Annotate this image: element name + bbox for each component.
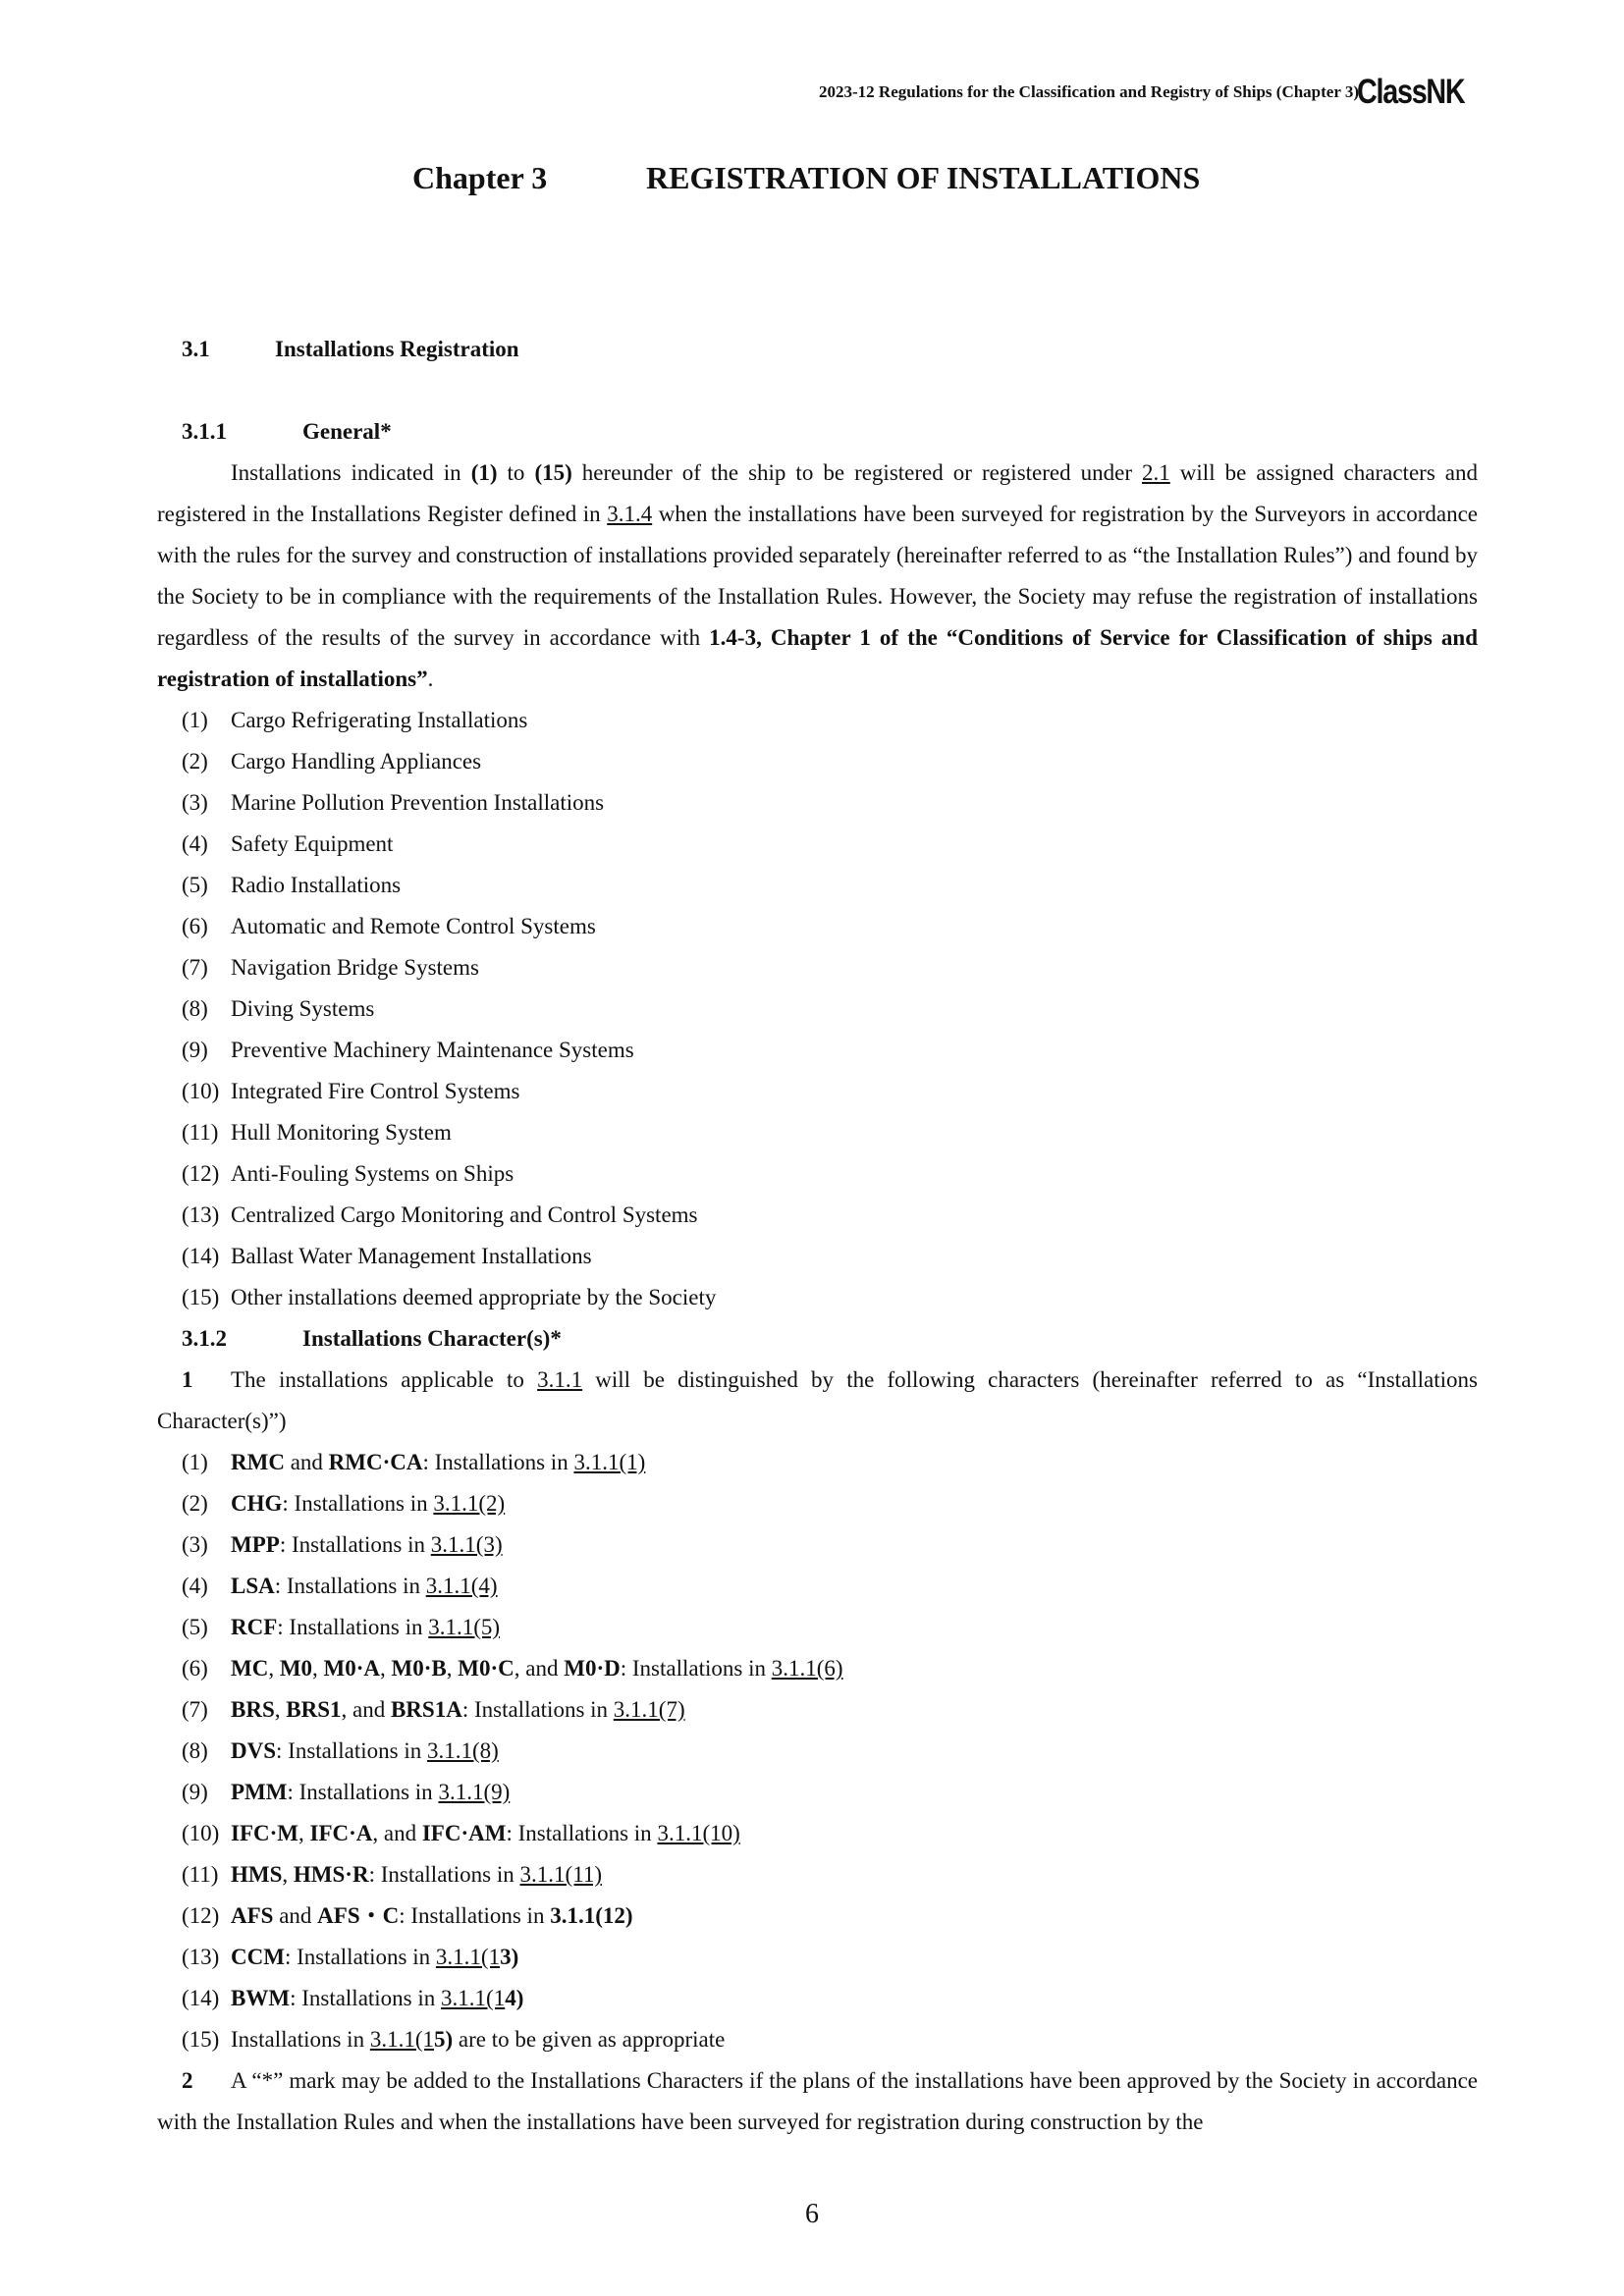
text-run: : Installations in: [422, 1450, 574, 1474]
item-number: (5): [182, 1615, 208, 1639]
installation-character: BRS: [231, 1697, 275, 1722]
installation-character: M0·B: [391, 1656, 447, 1681]
characters-list: [157, 1442, 1478, 2060]
cross-ref-bold: 5): [434, 2027, 454, 2052]
paragraph-number: 1: [182, 1367, 193, 1392]
installation-character: MC: [231, 1656, 269, 1681]
document-body: [157, 329, 1478, 2143]
cross-ref-link[interactable]: 3.1.1(8): [426, 1738, 499, 1763]
item-number: (2): [182, 749, 208, 774]
item-number: (2): [182, 1491, 208, 1516]
text-run: are to be given as appropriate: [453, 2027, 726, 2052]
item-number: (11): [182, 1862, 219, 1887]
list-item: [157, 1896, 1478, 1937]
item-number: (9): [182, 1780, 208, 1804]
cross-ref-link[interactable]: 3.1.1(3): [430, 1532, 503, 1557]
text-run: ,: [274, 1697, 287, 1722]
section-heading-3-1: [157, 329, 1478, 370]
text-run: ,: [282, 1862, 294, 1887]
list-item: [157, 988, 1478, 1030]
page-number: 6: [805, 2199, 819, 2229]
section-number: 3.1.2: [182, 1326, 227, 1351]
list-item: [157, 1648, 1478, 1689]
list-item: [157, 947, 1478, 988]
item-number: (12): [182, 1903, 220, 1928]
list-item: [157, 1524, 1478, 1566]
section-number: 3.1.1: [182, 419, 227, 444]
paragraph-1: [157, 1360, 1478, 1442]
item-number: (7): [182, 1697, 208, 1722]
installations-list: [157, 700, 1478, 1318]
installation-character: BWM: [231, 1986, 291, 2010]
text-run: : Installations in: [277, 1615, 429, 1639]
cross-ref-link[interactable]: 3.1.1(5): [428, 1615, 501, 1639]
bold-ref: 1.4-3, Chapter 1 of the “Conditions of Service for Classification of ships and registration of installations”: [157, 625, 1479, 691]
text-run: ,: [298, 1821, 310, 1845]
list-item: [157, 1030, 1478, 1071]
cross-ref-link[interactable]: 3.1.1: [537, 1367, 583, 1392]
list-item: [157, 1112, 1478, 1153]
cross-ref-link[interactable]: 3.1.4: [607, 502, 653, 526]
text-run: ,: [268, 1656, 280, 1681]
item-number: (12): [182, 1161, 220, 1186]
item-text: Other installations deemed appropriate by the Society: [231, 1285, 717, 1309]
installation-character: IFC·AM: [421, 1821, 507, 1845]
item-number: (1): [182, 708, 208, 732]
text-run: will be distinguished by the following characters (hereinafter referred to as “Installations Character(s)”): [157, 1367, 1479, 1433]
list-item: [157, 1442, 1478, 1483]
text-run: ,: [312, 1656, 324, 1681]
text-run: ,: [380, 1656, 392, 1681]
installation-character: RMC·CA: [328, 1450, 423, 1474]
bold-ref: (1): [470, 460, 498, 485]
cross-ref-bold: 4): [505, 1986, 524, 2010]
cross-ref-bold: 3): [500, 1945, 519, 1969]
text-run: : Installations in: [276, 1738, 427, 1763]
installation-character: MPP: [231, 1532, 280, 1557]
text-run: : Installations in: [287, 1780, 439, 1804]
list-item: [157, 824, 1478, 865]
list-item: [157, 1978, 1478, 2019]
item-number: (13): [182, 1945, 220, 1969]
list-item: [157, 1689, 1478, 1731]
text-run: to: [497, 460, 535, 485]
section-heading-3-1-1: [157, 411, 1478, 453]
cross-ref-link[interactable]: 3.1.1(4): [425, 1574, 498, 1598]
paragraph-2: [157, 2060, 1478, 2143]
item-number: (8): [182, 996, 208, 1021]
text-run: hereunder of the ship to be registered or registered under: [571, 460, 1143, 485]
installation-character: IFC·A: [309, 1821, 373, 1845]
item-text: Navigation Bridge Systems: [231, 955, 479, 980]
item-number: (1): [182, 1450, 208, 1474]
cross-ref-link[interactable]: 3.1.1(1: [435, 1945, 501, 1969]
installation-character: LSA: [231, 1574, 275, 1598]
chapter-number: Chapter 3: [412, 160, 548, 195]
installation-character: PMM: [231, 1780, 288, 1804]
item-text: Diving Systems: [231, 996, 375, 1021]
item-number: (6): [182, 1656, 208, 1681]
installation-character: CHG: [231, 1491, 283, 1516]
list-item: [157, 1731, 1478, 1772]
text-run: A “*” mark may be added to the Installations Characters if the plans of the installations have been approved by the Society in accordance with the Installation Rules and when the installations have been surveyed for registration during construction by the: [157, 2068, 1478, 2134]
installation-character: M0·C: [458, 1656, 514, 1681]
item-text: Preventive Machinery Maintenance Systems: [231, 1038, 634, 1062]
list-item: [157, 2019, 1478, 2060]
section-title: General*: [302, 419, 392, 444]
list-item: [157, 1772, 1478, 1813]
item-text: Radio Installations: [231, 873, 402, 897]
installation-character: HMS·R: [293, 1862, 369, 1887]
installation-character: BRS1A: [390, 1697, 462, 1722]
list-item: [157, 1236, 1478, 1277]
running-header: 2023-12 Regulations for the Classification and Registry of Ships (Chapter 3): [819, 82, 1359, 101]
item-text: Hull Monitoring System: [231, 1120, 452, 1145]
section-heading-3-1-2: [157, 1318, 1478, 1360]
list-item: [157, 1195, 1478, 1236]
text-run: : Installations in: [506, 1821, 658, 1845]
text-run: when the installations have been surveyed for registration by the Surveyors in accordance with the rules for the survey and construction of installations provided separately (hereinafter referred to as “the Installation Rules”) and found by the Society to be in compliance with the requirements of the Installation Rules. However, the Society may refuse the registration of installations regardless of the results of the survey in accordance with: [157, 502, 1478, 650]
text-run: , and: [514, 1656, 565, 1681]
cross-ref-link[interactable]: 3.1.1(1): [573, 1450, 646, 1474]
item-text: Marine Pollution Prevention Installations: [231, 790, 605, 815]
list-item: [157, 700, 1478, 741]
text-run: Installations in: [231, 2027, 370, 2052]
cross-ref-link[interactable]: 3.1.1(6): [771, 1656, 843, 1681]
cross-ref-bold: 3.1.1(12): [550, 1903, 633, 1928]
text-run: and: [273, 1903, 318, 1928]
item-number: (11): [182, 1120, 219, 1145]
installation-character: CCM: [231, 1945, 285, 1969]
general-paragraph: [157, 453, 1478, 700]
item-number: (14): [182, 1244, 220, 1268]
section-title: Installations Character(s)*: [302, 1326, 562, 1351]
installation-character: IFC·M: [231, 1821, 298, 1845]
item-number: (4): [182, 831, 208, 856]
text-run: : Installations in: [284, 1945, 436, 1969]
text-run: : Installations in: [399, 1903, 551, 1928]
item-number: (10): [182, 1079, 220, 1103]
list-item: [157, 1153, 1478, 1195]
item-text: Ballast Water Management Installations: [231, 1244, 592, 1268]
list-item: [157, 782, 1478, 824]
text-run: : Installations in: [620, 1656, 772, 1681]
installation-character: AFS: [231, 1903, 274, 1928]
paragraph-number: 2: [182, 2068, 193, 2093]
cross-ref-link[interactable]: 3.1.1(7): [613, 1697, 685, 1722]
item-number: (4): [182, 1574, 208, 1598]
installation-character: HMS: [231, 1862, 283, 1887]
item-number: (3): [182, 1532, 208, 1557]
list-item: [157, 1071, 1478, 1112]
list-item: [157, 1277, 1478, 1318]
item-text: Cargo Handling Appliances: [231, 749, 482, 774]
list-item: [157, 1854, 1478, 1896]
text-run: : Installations in: [461, 1697, 614, 1722]
installation-character: RCF: [231, 1615, 278, 1639]
item-text: Safety Equipment: [231, 831, 394, 856]
item-text: Cargo Refrigerating Installations: [231, 708, 528, 732]
section-title: Installations Registration: [275, 337, 519, 361]
installation-character: M0·D: [564, 1656, 621, 1681]
classnk-logo: ClassNK: [1357, 73, 1465, 111]
cross-ref-link[interactable]: 3.1.1(1: [441, 1986, 506, 2010]
item-number: (14): [182, 1986, 220, 2010]
item-number: (13): [182, 1202, 220, 1227]
list-item: [157, 1566, 1478, 1607]
chapter-title: REGISTRATION OF INSTALLATIONS: [646, 160, 1201, 195]
text-run: : Installations in: [279, 1532, 431, 1557]
text-run: : Installations in: [290, 1986, 442, 2010]
installation-character: BRS1: [286, 1697, 342, 1722]
item-number: (3): [182, 790, 208, 815]
item-number: (5): [182, 873, 208, 897]
text-run: : Installations in: [282, 1491, 434, 1516]
installation-character: M0·A: [323, 1656, 381, 1681]
cross-ref-link[interactable]: 3.1.1(9): [438, 1780, 511, 1804]
text-run: The installations applicable to: [231, 1367, 538, 1392]
cross-ref-link[interactable]: 3.1.1(11): [519, 1862, 602, 1887]
item-number: (9): [182, 1038, 208, 1062]
list-item: [157, 1483, 1478, 1524]
text-run: : Installations in: [274, 1574, 426, 1598]
text-run: , and: [341, 1697, 391, 1722]
installation-character: RMC: [231, 1450, 285, 1474]
item-text: Integrated Fire Control Systems: [231, 1079, 520, 1103]
text-run: .: [427, 667, 434, 691]
list-item: [157, 1607, 1478, 1648]
text-run: : Installations in: [368, 1862, 520, 1887]
item-text: Centralized Cargo Monitoring and Control Systems: [231, 1202, 698, 1227]
list-item: [157, 1813, 1478, 1854]
item-number: (15): [182, 2027, 220, 2052]
item-text: Automatic and Remote Control Systems: [231, 914, 596, 938]
item-text: Anti-Fouling Systems on Ships: [231, 1161, 514, 1186]
bold-ref: (15): [534, 460, 572, 485]
item-number: (10): [182, 1821, 220, 1845]
text-run: Installations indicated in: [231, 460, 471, 485]
list-item: [157, 865, 1478, 906]
cross-ref-link[interactable]: 3.1.1(10): [657, 1821, 740, 1845]
item-number: (7): [182, 955, 208, 980]
cross-ref-link[interactable]: 2.1: [1142, 460, 1170, 485]
installation-character: DVS: [231, 1738, 277, 1763]
item-number: (6): [182, 914, 208, 938]
installation-character: AFS・C: [317, 1903, 400, 1928]
installation-character: M0: [279, 1656, 313, 1681]
section-number: 3.1: [182, 337, 210, 361]
cross-ref-link[interactable]: 3.1.1(2): [433, 1491, 506, 1516]
text-run: ,: [446, 1656, 459, 1681]
text-run: , and: [372, 1821, 422, 1845]
item-number: (8): [182, 1738, 208, 1763]
item-number: (15): [182, 1285, 220, 1309]
text-run: and: [284, 1450, 329, 1474]
list-item: [157, 741, 1478, 782]
list-item: [157, 1937, 1478, 1978]
text-run: will be assigned characters and registered in the Installations Register defined in: [157, 460, 1478, 526]
cross-ref-link[interactable]: 3.1.1(1: [369, 2027, 434, 2052]
list-item: [157, 906, 1478, 947]
